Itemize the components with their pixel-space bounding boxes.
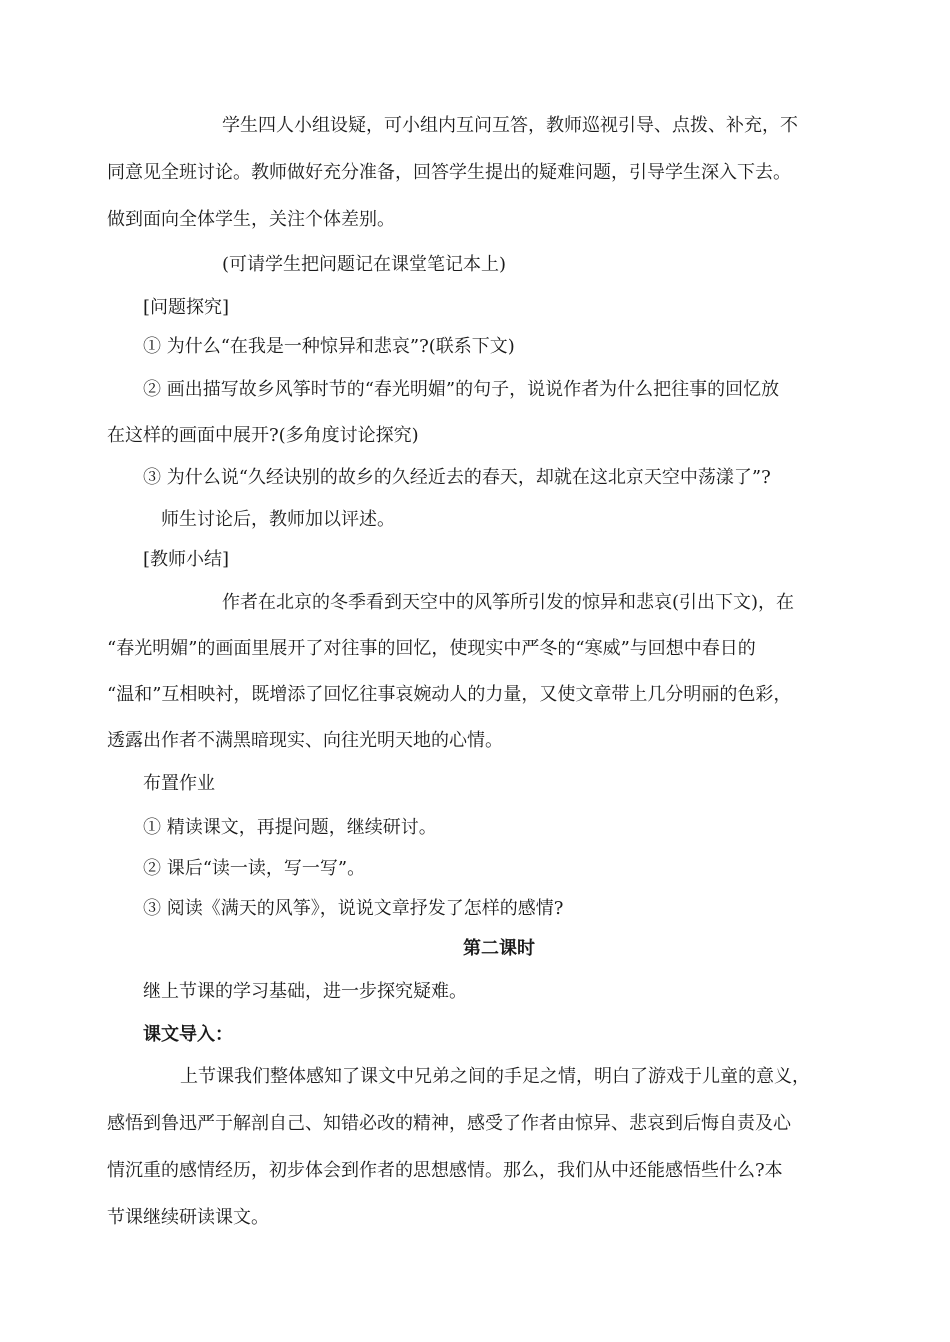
summary-line: “春光明媚”的画面里展开了对往事的回忆，使现实中严冬的“寒威”与回想中春日的 xyxy=(107,638,756,659)
question-2-line: ② 画出描写故乡风筝时节的“春光明媚”的句子，说说作者为什么把往事的回忆放 xyxy=(143,379,780,400)
import-line: 感悟到鲁迅严于解剖自己、知错必改的精神，感受了作者由惊异、悲哀到后悔自责及心 xyxy=(107,1113,791,1134)
homework-heading: 布置作业 xyxy=(143,773,215,794)
question-3: ③ 为什么说“久经诀别的故乡的久经近去的春天，却就在这北京天空中荡漾了”? xyxy=(143,467,771,488)
question-2-line: 在这样的画面中展开?(多角度讨论探究) xyxy=(107,425,419,446)
import-line: 上节课我们整体感知了课文中兄弟之间的手足之情，明白了游戏于儿童的意义， xyxy=(180,1066,810,1087)
import-heading: 课文导入： xyxy=(143,1024,233,1045)
paragraph-line: 做到面向全体学生，关注个体差别。 xyxy=(107,209,395,230)
paragraph-line: 同意见全班讨论。教师做好充分准备，回答学生提出的疑难问题，引导学生深入下去。 xyxy=(107,162,791,183)
homework-item: ② 课后“读一读，写一写”。 xyxy=(143,858,366,879)
inquiry-heading: [问题探究] xyxy=(143,297,230,318)
import-line: 节课继续研读课文。 xyxy=(107,1207,269,1228)
summary-heading: [教师小结] xyxy=(143,549,230,570)
homework-item: ① 精读课文，再提问题，继续研讨。 xyxy=(143,817,437,838)
note-line: (可请学生把问题记在课堂笔记本上) xyxy=(222,254,507,275)
import-line: 情沉重的感情经历，初步体会到作者的思想感情。那么，我们从中还能感悟些什么?本 xyxy=(107,1160,783,1181)
summary-line: “温和”互相映衬，既增添了回忆往事哀婉动人的力量，又使文章带上几分明丽的色彩， xyxy=(107,684,792,705)
lesson-2-title: 第二课时 xyxy=(463,938,535,959)
lesson-2-intro: 继上节课的学习基础，进一步探究疑难。 xyxy=(143,981,467,1002)
paragraph-line: 学生四人小组设疑，可小组内互问互答，教师巡视引导、点拨、补充，不 xyxy=(222,115,798,136)
summary-line: 透露出作者不满黑暗现实、向往光明天地的心情。 xyxy=(107,730,503,751)
question-1: ① 为什么“在我是一种惊异和悲哀”?(联系下文) xyxy=(143,336,515,357)
summary-line: 作者在北京的冬季看到天空中的风筝所引发的惊异和悲哀(引出下文)，在 xyxy=(222,592,795,613)
homework-item: ③ 阅读《满天的风筝》，说说文章抒发了怎样的感情? xyxy=(143,898,564,919)
discussion-line: 师生讨论后，教师加以评述。 xyxy=(161,509,395,530)
